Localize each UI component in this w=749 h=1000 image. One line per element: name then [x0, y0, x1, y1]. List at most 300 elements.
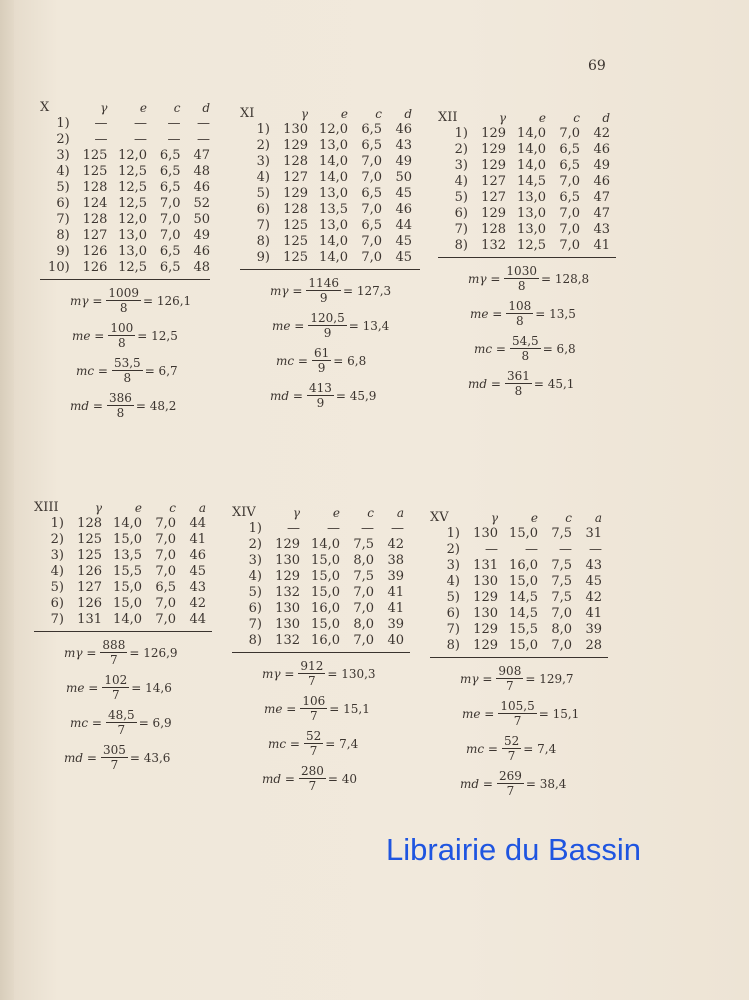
- row-index: 7): [446, 622, 460, 637]
- fraction-numerator: 102: [104, 673, 128, 687]
- formula-lhs: md =: [64, 750, 97, 765]
- fraction: [112, 356, 143, 385]
- d-value: 44: [189, 612, 206, 627]
- fraction-denominator: 7: [117, 723, 126, 737]
- c-value: 8,0: [551, 622, 572, 637]
- e-value: 12,0: [118, 212, 148, 227]
- c-value: 7,0: [353, 585, 374, 600]
- formula-lhs: mγ =: [468, 271, 501, 286]
- d-value: 38: [387, 553, 404, 568]
- d-value: —: [589, 542, 602, 557]
- fraction-denominator: 7: [309, 709, 318, 723]
- c-value: 6,5: [559, 190, 580, 205]
- column-header: γ: [490, 511, 498, 525]
- c-value: 7,0: [361, 170, 382, 185]
- c-value: 7,0: [551, 606, 572, 621]
- c-value: —: [167, 116, 181, 131]
- column-header: d: [404, 107, 412, 121]
- column-header: c: [367, 506, 374, 520]
- c-value: 7,0: [155, 612, 176, 627]
- mean-formula: [264, 694, 410, 723]
- fraction: [497, 769, 524, 798]
- page-number: 69: [588, 58, 606, 74]
- formula-lhs: mγ =: [262, 666, 295, 681]
- fraction-denominator: 8: [515, 314, 524, 328]
- fraction: [101, 743, 128, 772]
- table-label: XII: [438, 110, 458, 125]
- row-index: 8): [56, 228, 70, 243]
- e-value: 14,0: [319, 170, 348, 185]
- table-row: [34, 564, 206, 580]
- gamma-value: 129: [481, 206, 506, 221]
- d-value: 45: [189, 564, 206, 579]
- fraction-numerator: 120,5: [310, 311, 345, 325]
- mean-formula: [460, 769, 608, 798]
- e-value: 12,5: [118, 196, 148, 211]
- column-header: γ: [292, 506, 300, 520]
- d-value: 41: [189, 532, 206, 547]
- e-value: 12,5: [118, 260, 148, 275]
- d-value: 31: [585, 526, 602, 541]
- table-row: [430, 574, 602, 590]
- c-value: —: [559, 542, 572, 557]
- c-value: 7,5: [551, 558, 572, 573]
- e-value: 12,0: [319, 122, 348, 137]
- row-index: 8): [256, 234, 270, 249]
- d-value: 39: [387, 617, 404, 632]
- table-header-row: [232, 505, 404, 521]
- mean-formula: [276, 346, 420, 375]
- table-label: X: [40, 100, 50, 115]
- mean-formula: [460, 664, 608, 693]
- column-header: c: [565, 511, 572, 525]
- gamma-value: 130: [473, 526, 498, 541]
- e-value: 14,0: [517, 158, 546, 173]
- gamma-value: 130: [473, 606, 498, 621]
- e-value: 16,0: [311, 633, 340, 648]
- formula-lhs: md =: [468, 376, 501, 391]
- gamma-value: 128: [82, 212, 108, 227]
- table-row: [240, 234, 412, 250]
- gamma-value: 132: [275, 585, 300, 600]
- formula-result: = 48,2: [135, 398, 177, 413]
- formula-result: = 15,1: [538, 706, 580, 721]
- d-value: 43: [395, 138, 412, 153]
- summary-rule: [34, 631, 212, 632]
- row-index: 5): [256, 186, 270, 201]
- e-value: 14,0: [517, 126, 546, 141]
- d-value: 44: [189, 516, 206, 531]
- d-value: 50: [193, 212, 210, 227]
- column-header: γ: [498, 111, 506, 125]
- e-value: 14,5: [517, 174, 546, 189]
- fraction-denominator: 7: [308, 779, 317, 793]
- c-value: 6,5: [159, 148, 181, 163]
- row-index: 4): [256, 170, 270, 185]
- gamma-value: 132: [481, 238, 506, 253]
- c-value: 7,0: [361, 234, 382, 249]
- e-value: 12,5: [118, 164, 148, 179]
- table-row: [34, 516, 206, 532]
- fraction-denominator: 7: [110, 758, 119, 772]
- c-value: 7,0: [155, 596, 176, 611]
- fraction-numerator: 52: [503, 734, 520, 748]
- table-row: [438, 206, 610, 222]
- c-value: 7,0: [353, 601, 374, 616]
- gamma-value: 130: [275, 553, 300, 568]
- fraction-denominator: 9: [317, 361, 326, 375]
- fraction: [502, 734, 521, 763]
- c-value: 7,0: [551, 638, 572, 653]
- formula-result: = 6,8: [333, 353, 367, 368]
- formula-lhs: me =: [462, 706, 495, 721]
- gamma-value: 129: [283, 138, 308, 153]
- table-row: [232, 521, 404, 537]
- column-header: a: [594, 511, 602, 525]
- formula-lhs: md =: [460, 776, 493, 791]
- row-index: 5): [454, 190, 468, 205]
- column-header: a: [396, 506, 404, 520]
- formula-lhs: me =: [470, 306, 503, 321]
- c-value: 7,0: [159, 228, 181, 243]
- row-index: 4): [248, 569, 262, 584]
- c-value: 7,0: [559, 174, 580, 189]
- e-value: 13,0: [118, 244, 148, 259]
- e-value: 15,0: [113, 580, 142, 595]
- fraction-denominator: 7: [110, 653, 118, 667]
- gamma-value: 126: [82, 260, 108, 275]
- c-value: 7,0: [559, 238, 580, 253]
- d-value: —: [197, 132, 210, 147]
- e-value: 15,0: [311, 569, 340, 584]
- fraction-numerator: 269: [498, 769, 522, 783]
- c-value: 6,5: [361, 122, 382, 137]
- table-row: [240, 170, 412, 186]
- row-index: 3): [446, 558, 460, 573]
- row-index: 8): [454, 238, 468, 253]
- table-label: XI: [240, 106, 255, 121]
- table-row: [240, 154, 412, 170]
- row-index: 6): [256, 202, 270, 217]
- table-row: [240, 202, 412, 218]
- fraction-denominator: 8: [517, 279, 526, 293]
- e-value: 16,0: [509, 558, 538, 573]
- fraction-numerator: 52: [305, 729, 322, 743]
- e-value: 14,0: [113, 612, 142, 627]
- gamma-value: 125: [77, 532, 102, 547]
- fraction: [106, 708, 137, 737]
- e-value: 15,0: [509, 526, 538, 541]
- gamma-value: 127: [77, 580, 102, 595]
- fraction: [307, 381, 334, 410]
- d-value: 45: [395, 234, 412, 249]
- formula-lhs: mc =: [276, 353, 308, 368]
- e-value: 15,0: [311, 553, 340, 568]
- summary-rule: [430, 657, 608, 658]
- formula-result: = 14,6: [131, 680, 172, 695]
- row-index: 10): [48, 260, 70, 275]
- row-index: 2): [56, 132, 70, 147]
- table-label: XIV: [232, 505, 256, 520]
- d-value: 50: [395, 170, 412, 185]
- table-row: [430, 542, 602, 558]
- column-header: c: [573, 111, 580, 125]
- gamma-value: 125: [77, 548, 102, 563]
- mean-formula: [72, 321, 210, 350]
- row-index: 4): [446, 574, 460, 589]
- d-value: 49: [193, 228, 210, 243]
- fraction-denominator: 9: [319, 291, 328, 305]
- d-value: 43: [585, 558, 602, 573]
- table-row: [232, 553, 404, 569]
- e-value: 15,0: [113, 532, 142, 547]
- formula-lhs: mc =: [268, 736, 300, 751]
- d-value: 28: [585, 638, 602, 653]
- e-value: 12,5: [517, 238, 546, 253]
- c-value: 7,0: [361, 154, 382, 169]
- d-value: 46: [189, 548, 206, 563]
- table-row: [438, 142, 610, 158]
- gamma-value: —: [94, 132, 108, 147]
- fraction-denominator: 8: [123, 371, 132, 385]
- e-value: 13,0: [319, 138, 348, 153]
- column-header: e: [134, 501, 142, 515]
- mean-formula: [466, 734, 608, 763]
- gamma-value: 129: [481, 142, 506, 157]
- formula-result: = 7,4: [325, 736, 359, 751]
- measurement-table: [438, 110, 610, 254]
- row-index: 1): [56, 116, 70, 131]
- measurement-block-xiv: [232, 505, 410, 799]
- column-header: e: [340, 107, 348, 121]
- row-index: 7): [256, 218, 270, 233]
- gamma-value: 126: [77, 596, 102, 611]
- mean-formula: [468, 264, 616, 293]
- formula-result: = 130,3: [327, 666, 376, 681]
- d-value: —: [391, 521, 404, 536]
- c-value: 7,0: [559, 206, 580, 221]
- table-row: [438, 158, 610, 174]
- c-value: 7,0: [155, 532, 176, 547]
- d-value: 39: [585, 622, 602, 637]
- mean-formula: [272, 311, 420, 340]
- fraction-numerator: 908: [498, 664, 522, 678]
- row-index: 6): [446, 606, 460, 621]
- formula-result: = 40: [327, 771, 357, 786]
- c-value: 6,5: [159, 180, 181, 195]
- gamma-value: 125: [283, 234, 308, 249]
- gamma-value: 129: [473, 638, 498, 653]
- e-value: 14,0: [517, 142, 546, 157]
- e-value: —: [327, 521, 340, 536]
- measurement-table: [34, 500, 206, 628]
- formula-lhs: me =: [72, 328, 105, 343]
- fraction-numerator: 888: [102, 638, 126, 652]
- formula-result: = 127,3: [342, 283, 392, 298]
- gamma-value: 127: [82, 228, 108, 243]
- c-value: 7,0: [155, 548, 176, 563]
- d-value: 40: [387, 633, 404, 648]
- fraction-denominator: 7: [111, 688, 120, 702]
- formula-lhs: md =: [262, 771, 295, 786]
- c-value: —: [167, 132, 181, 147]
- fraction-denominator: 9: [316, 396, 325, 410]
- table-row: [240, 186, 412, 202]
- row-index: 7): [454, 222, 468, 237]
- e-value: 14,0: [113, 516, 142, 531]
- column-header: c: [173, 101, 181, 115]
- formula-lhs: mc =: [474, 341, 506, 356]
- fraction: [504, 264, 539, 293]
- table-row: [40, 116, 210, 132]
- e-value: 13,5: [113, 548, 142, 563]
- d-value: 46: [395, 202, 412, 217]
- e-value: 15,0: [311, 617, 340, 632]
- column-header: d: [202, 101, 210, 115]
- formula-result: = 45,9: [335, 388, 377, 403]
- row-index: 4): [454, 174, 468, 189]
- fraction-numerator: 361: [506, 369, 530, 383]
- column-header: γ: [94, 501, 102, 515]
- formula-lhs: mγ =: [460, 671, 493, 686]
- formula-result: = 6,8: [542, 341, 576, 356]
- e-value: 13,0: [517, 222, 546, 237]
- d-value: 45: [585, 574, 602, 589]
- summary-rule: [232, 652, 410, 653]
- row-index: 1): [50, 516, 64, 531]
- table-row: [40, 180, 210, 196]
- table-label: XV: [430, 510, 449, 525]
- row-index: 4): [56, 164, 70, 179]
- mean-formula: [268, 729, 410, 758]
- mean-formula: [64, 743, 212, 772]
- fraction: [510, 334, 541, 363]
- d-value: 49: [395, 154, 412, 169]
- table-row: [232, 601, 404, 617]
- d-value: 41: [387, 585, 404, 600]
- fraction: [298, 659, 325, 688]
- fraction-denominator: 7: [507, 749, 516, 763]
- measurement-block-xii: [438, 110, 616, 404]
- c-value: 7,5: [353, 569, 374, 584]
- gamma-value: 130: [275, 601, 300, 616]
- d-value: 46: [193, 244, 210, 259]
- fraction-denominator: 8: [117, 336, 126, 350]
- e-value: 15,0: [113, 596, 142, 611]
- column-header: e: [332, 506, 340, 520]
- gamma-value: 128: [283, 202, 308, 217]
- fraction-numerator: 100: [110, 321, 134, 335]
- table-row: [438, 238, 610, 254]
- column-header: γ: [300, 107, 308, 121]
- gamma-value: 126: [77, 564, 102, 579]
- gamma-value: 130: [275, 617, 300, 632]
- column-header: d: [602, 111, 610, 125]
- mean-formula: [270, 276, 420, 305]
- formula-result: = 6,7: [144, 363, 178, 378]
- table-header-row: [438, 110, 610, 126]
- summary-rule: [438, 257, 616, 258]
- d-value: 43: [189, 580, 206, 595]
- mean-formula: [70, 708, 212, 737]
- e-value: 14,0: [319, 250, 348, 265]
- c-value: 7,0: [559, 126, 580, 141]
- formula-lhs: me =: [264, 701, 297, 716]
- formula-lhs: me =: [66, 680, 99, 695]
- formula-result: = 43,6: [129, 750, 171, 765]
- c-value: 8,0: [353, 617, 374, 632]
- measurement-block-xiii: [34, 500, 212, 778]
- summary-rule: [240, 269, 420, 270]
- table-row: [232, 569, 404, 585]
- d-value: 41: [585, 606, 602, 621]
- fraction-numerator: 912: [300, 659, 324, 673]
- gamma-value: 129: [275, 537, 300, 552]
- d-value: 52: [193, 196, 210, 211]
- d-value: 45: [395, 250, 412, 265]
- c-value: 7,0: [155, 516, 176, 531]
- fraction-denominator: 7: [308, 674, 316, 688]
- fraction: [106, 286, 141, 315]
- table-row: [240, 138, 412, 154]
- table-row: [438, 222, 610, 238]
- fraction-denominator: 7: [513, 714, 522, 728]
- mean-formula: [70, 391, 210, 420]
- gamma-value: 126: [82, 244, 108, 259]
- fraction: [100, 638, 127, 667]
- e-value: 15,0: [311, 585, 340, 600]
- column-header: a: [198, 501, 206, 515]
- d-value: 43: [593, 222, 610, 237]
- table-row: [40, 244, 210, 260]
- c-value: 6,5: [159, 244, 181, 259]
- measurement-table: [430, 510, 602, 654]
- gamma-value: 127: [283, 170, 308, 185]
- d-value: 48: [193, 164, 210, 179]
- row-index: 9): [56, 244, 70, 259]
- c-value: 7,0: [353, 633, 374, 648]
- fraction: [107, 391, 134, 420]
- formula-lhs: md =: [70, 398, 103, 413]
- e-value: 13,5: [319, 202, 348, 217]
- gamma-value: 129: [473, 622, 498, 637]
- gamma-value: 128: [481, 222, 506, 237]
- gamma-value: 129: [481, 158, 506, 173]
- row-index: 1): [454, 126, 468, 141]
- table-row: [438, 190, 610, 206]
- gamma-value: 128: [82, 180, 108, 195]
- measurement-block-xv: [430, 510, 608, 804]
- row-index: 6): [56, 196, 70, 211]
- mean-formula: [76, 356, 210, 385]
- c-value: 7,5: [353, 537, 374, 552]
- row-index: 2): [256, 138, 270, 153]
- c-value: 7,0: [559, 222, 580, 237]
- row-index: 5): [50, 580, 64, 595]
- c-value: 7,5: [551, 526, 572, 541]
- fraction: [308, 311, 346, 340]
- row-index: 3): [56, 148, 70, 163]
- table-row: [430, 622, 602, 638]
- fraction-numerator: 53,5: [113, 356, 141, 370]
- gamma-value: 131: [77, 612, 102, 627]
- fraction: [300, 694, 327, 723]
- row-index: 2): [446, 542, 460, 557]
- d-value: 48: [193, 260, 210, 275]
- formula-result: = 12,5: [137, 328, 178, 343]
- c-value: 7,0: [155, 564, 176, 579]
- table-row: [232, 537, 404, 553]
